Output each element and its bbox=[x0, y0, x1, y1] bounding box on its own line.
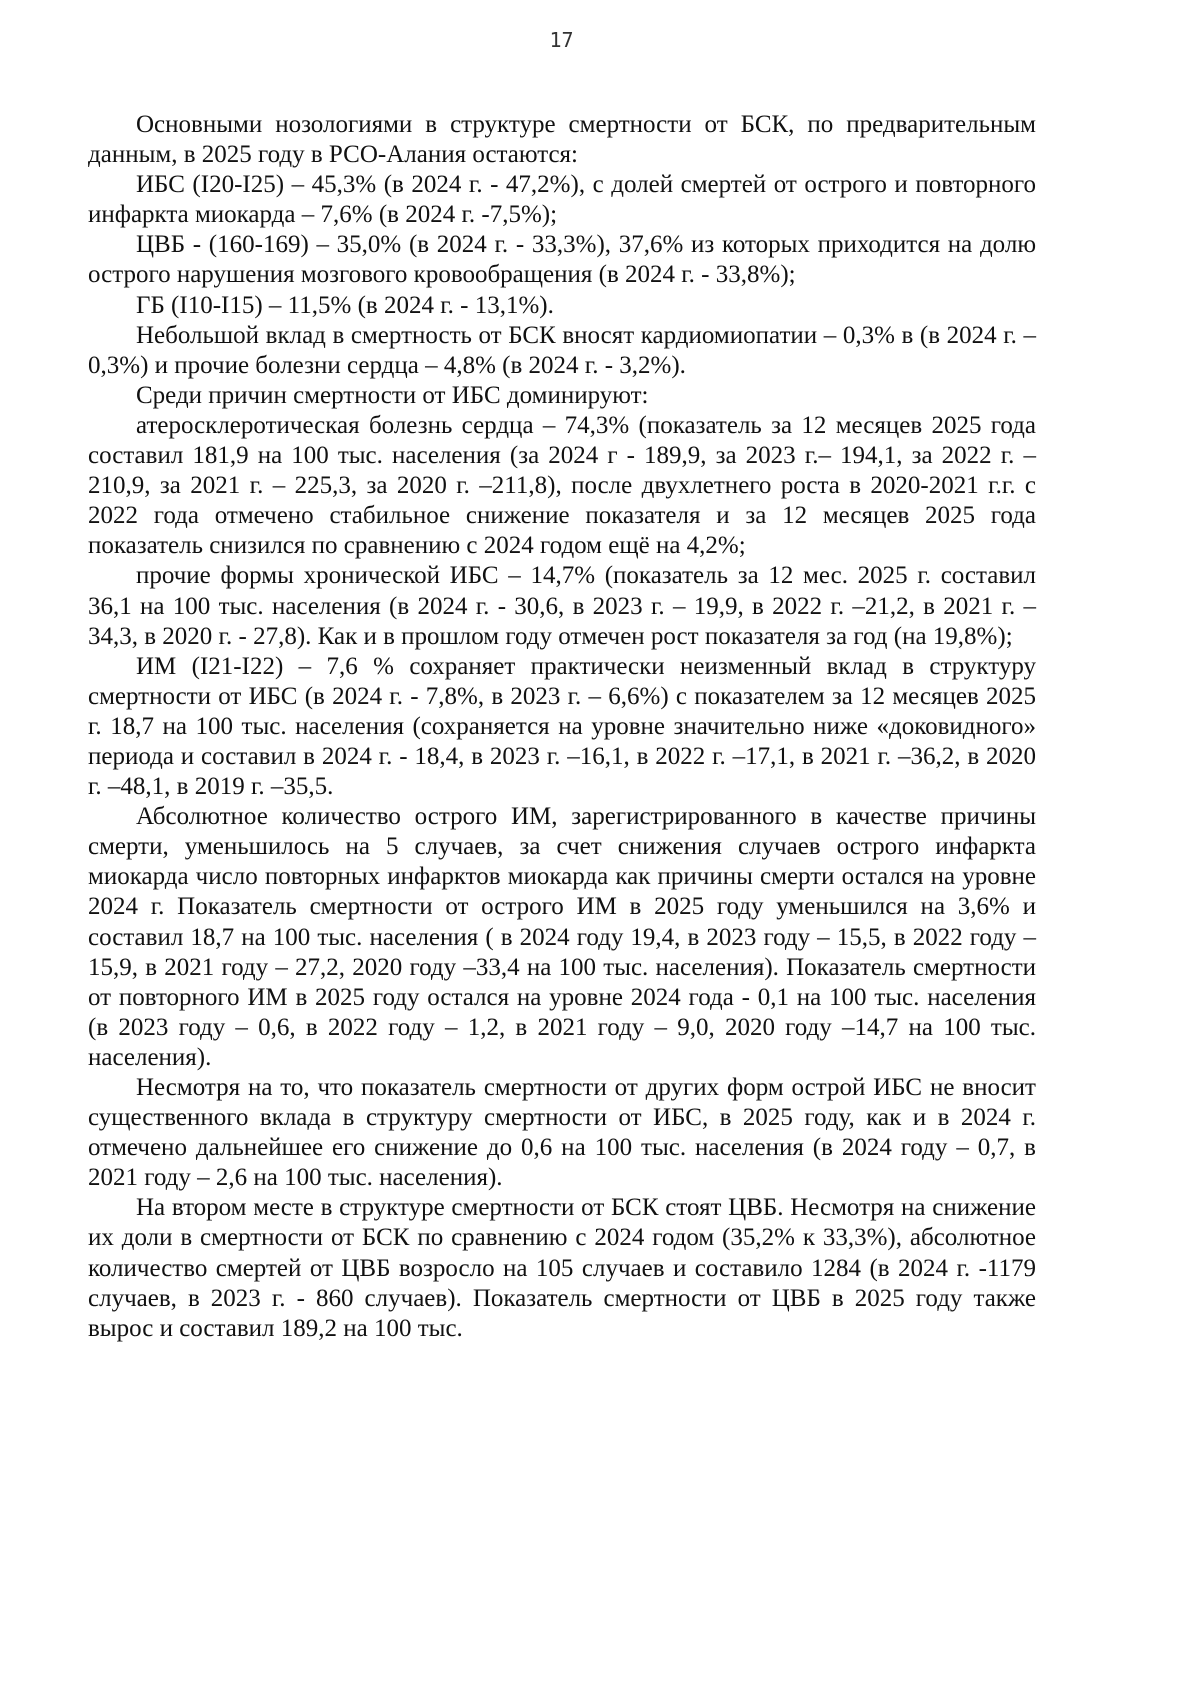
paragraph-chronic-ibs: прочие формы хронической ИБС – 14,7% (показатель за 12 мес. 2025 г. составил 36,1 на 100 тыс. населения (в 2024 г. - 30,6, в 2023 г. – 19,9, в 2022 г. –21,2, в 2021 г. –34,3, в 2020 г. - 27,8). Как и в прошлом году отмечен рост показателя за год (на 19,8%); bbox=[88, 562, 1036, 650]
paragraph-other-acute-ibs: Несмотря на то, что показатель смертности от других форм острой ИБС не вносит существенного вклада в структуру смертности от ИБС, в 2025 году, как и в 2024 г. отмечено дальнейшее его снижение до 0,6 на 100 тыс. населения (в 2024 году – 0,7, в 2021 году – 2,6 на 100 тыс. населения). bbox=[88, 1074, 1036, 1192]
paragraph-cvb-share: ЦВБ - (160-169) – 35,0% (в 2024 г. - 33,3%), 37,6% из которых приходится на долю острого нарушения мозгового кровообращения (в 2024 г. - 33,8%); bbox=[88, 231, 1036, 289]
paragraph-main-nosologies-intro: Основными нозологиями в структуре смертности от БСК, по предварительным данным, в 2025 году в РСО-Алания остаются: bbox=[88, 111, 1036, 169]
paragraph-ibs-share: ИБС (I20-I25) – 45,3% (в 2024 г. - 47,2%), с долей смертей от острого и повторного инфаркта миокарда – 7,6% (в 2024 г. -7,5%); bbox=[88, 171, 1036, 229]
page-number: 17 bbox=[549, 28, 574, 52]
paragraph-cardiomyopathy: Небольшой вклад в смертность от БСК вносят кардиомиопатии – 0,3% в (в 2024 г. – 0,3%) и прочие болезни сердца – 4,8% (в 2024 г. - 3,2%). bbox=[88, 321, 1036, 379]
paragraph-ibs-causes-intro: Среди причин смертности от ИБС доминируют: bbox=[136, 381, 649, 409]
paragraph-acute-im-count: Абсолютное количество острого ИМ, зарегистрированного в качестве причины смерти, уменьшилось на 5 случаев, за счет снижения случаев острого инфаркта миокарда число повторных инфарктов миокарда как причины смерти остался на уровне 2024 г. Показатель смертности от острого ИМ в 2025 году уменьшился на 3,6% и составил 18,7 на 100 тыс. населения ( в 2024 году 19,4, в 2023 году – 15,5, в 2022 году – 15,9, в 2021 году – 27,2, 2020 году –33,4 на 100 тыс. населения). Показатель смертности от повторного ИМ в 2025 году остался на уровне 2024 года - 0,1 на 100 тыс. населения (в 2023 году – 0,6, в 2022 году – 1,2, в 2021 году – 9,0, 2020 году –14,7 на 100 тыс. населения). bbox=[88, 803, 1036, 1071]
body-text bbox=[88, 110, 1036, 1344]
paragraph-atherosclerotic: атеросклеротическая болезнь сердца – 74,3% (показатель за 12 месяцев 2025 года составил 181,9 на 100 тыс. населения (за 2024 г - 189,9, за 2023 г.– 194,1, за 2022 г. – 210,9, за 2021 г. – 225,3, за 2020 г. –211,8), после двухлетнего роста в 2020-2021 г.г. с 2022 года отмечено стабильное снижение показателя и за 12 месяцев 2025 года показатель снизился по сравнению с 2024 годом ещё на 4,2%; bbox=[88, 411, 1036, 560]
paragraph-gb-share: ГБ (I10-I15) – 11,5% (в 2024 г. - 13,1%). bbox=[136, 291, 554, 319]
paragraph-cvb-second-place: На втором месте в структуре смертности от БСК стоят ЦВБ. Несмотря на снижение их доли в смертности от БСК по сравнению с 2024 годом (35,2% к 33,3%), абсолютное количество смертей от ЦВБ возросло на 105 случаев и составило 1284 (в 2024 г. -1179 случаев, в 2023 г. - 860 случаев). Показатель смертности от ЦВБ в 2025 году также вырос и составил 189,2 на 100 тыс. bbox=[88, 1194, 1036, 1342]
paragraph-im: ИМ (I21-I22) – 7,6 % сохраняет практически неизменный вклад в структуру смертности от ИБС (в 2024 г. - 7,8%, в 2023 г. – 6,6%) с показателем за 12 месяцев 2025 г. 18,7 на 100 тыс. населения (сохраняется на уровне значительно ниже «доковидного» периода и составил в 2024 г. - 18,4, в 2023 г. –16,1, в 2022 г. –17,1, в 2021 г. –36,2, в 2020 г. –48,1, в 2019 г. –35,5. bbox=[88, 652, 1036, 801]
